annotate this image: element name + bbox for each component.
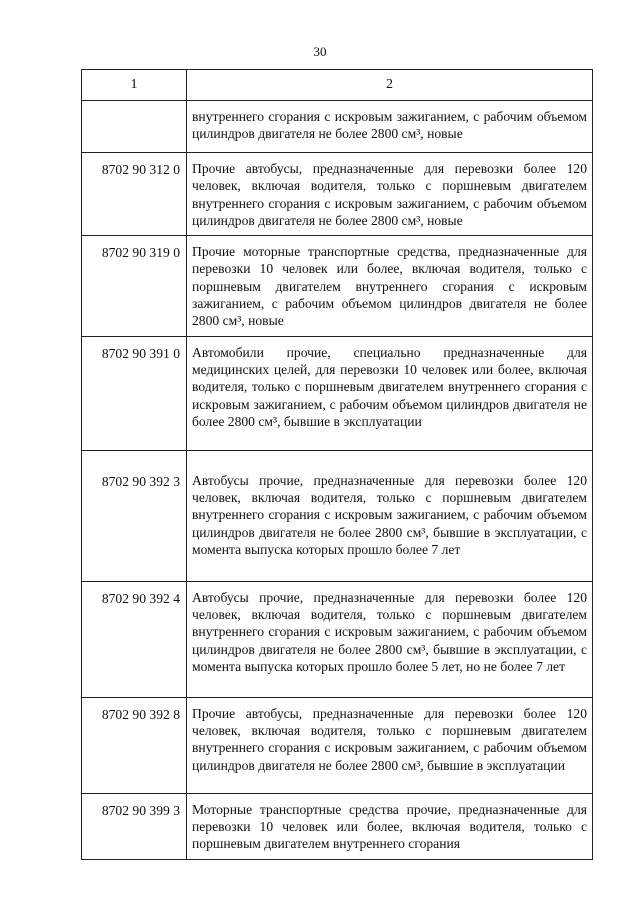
table-row bbox=[82, 153, 593, 236]
table-row bbox=[82, 101, 593, 153]
commodity-description: Автобусы прочие, предназначенные для перевозки более 120 человек, включая водителя, только с поршневым двигателем внутреннего сгорания с искровым зажиганием, с рабочим объемом цилиндров двигателя не более 2800 см³, бывшие в эксплуатации, с момента выпуска которых прошло более 7 лет bbox=[187, 450, 593, 581]
commodity-description: Прочие автобусы, предназначенные для перевозки более 120 человек, включая водителя, только с поршневым двигателем внутреннего сгорания с искровым зажиганием, с рабочим объемом цилиндров двигателя не более 2800 см³, бывшие в эксплуатации bbox=[187, 697, 593, 793]
commodity-code bbox=[82, 101, 187, 153]
commodity-description: Моторные транспортные средства прочие, предназначенные для перевозки 10 человек или более, включая водителя, только с поршневым двигателем внутреннего сгорания bbox=[187, 793, 593, 859]
column-header-description: 2 bbox=[187, 70, 593, 101]
commodity-description: Автомобили прочие, специально предназначенные для медицинских целей, для перевозки 10 человек или более, включая водителя, только с поршневым двигателем внутреннего сгорания с искровым зажиганием, с рабочим объемом цилиндров двигателя не более 2800 см³, бывшие в эксплуатации bbox=[187, 336, 593, 450]
commodity-description: Прочие автобусы, предназначенные для перевозки более 120 человек, включая водителя, только с поршневым двигателем внутреннего сгорания с искровым зажиганием, с рабочим объемом цилиндров двигателя не более 2800 см³, новые bbox=[187, 153, 593, 236]
commodity-code: 8702 90 392 4 bbox=[82, 581, 187, 697]
table-row bbox=[82, 336, 593, 450]
table-row bbox=[82, 793, 593, 859]
commodity-code: 8702 90 392 3 bbox=[82, 450, 187, 581]
table-row bbox=[82, 581, 593, 697]
commodity-description: внутреннего сгорания с искровым зажиганием, с рабочим объемом цилиндров двигателя не более 2800 см³, новые bbox=[187, 101, 593, 153]
commodity-code: 8702 90 392 8 bbox=[82, 697, 187, 793]
table-row bbox=[82, 697, 593, 793]
commodity-code: 8702 90 319 0 bbox=[82, 236, 187, 336]
commodity-code: 8702 90 312 0 bbox=[82, 153, 187, 236]
table-row bbox=[82, 236, 593, 336]
table-header-row bbox=[82, 70, 593, 101]
commodity-description: Прочие моторные транспортные средства, предназначенные для перевозки 10 человек или более, включая водителя, только с поршневым двигателем внутреннего сгорания с искровым зажиганием, с рабочим объемом цилиндров двигателя не более 2800 см³, новые bbox=[187, 236, 593, 336]
commodity-code: 8702 90 391 0 bbox=[82, 336, 187, 450]
commodity-code: 8702 90 399 3 bbox=[82, 793, 187, 859]
tariff-code-table bbox=[81, 69, 593, 860]
column-header-code: 1 bbox=[82, 70, 187, 101]
table-row bbox=[82, 450, 593, 581]
commodity-description: Автобусы прочие, предназначенные для перевозки более 120 человек, включая водителя, только с поршневым двигателем внутреннего сгорания с искровым зажиганием, с рабочим объемом цилиндров двигателя не более 2800 см³, бывшие в эксплуатации, с момента выпуска которых прошло более 5 лет, но не более 7 лет bbox=[187, 581, 593, 697]
page-number: 30 bbox=[313, 44, 327, 59]
